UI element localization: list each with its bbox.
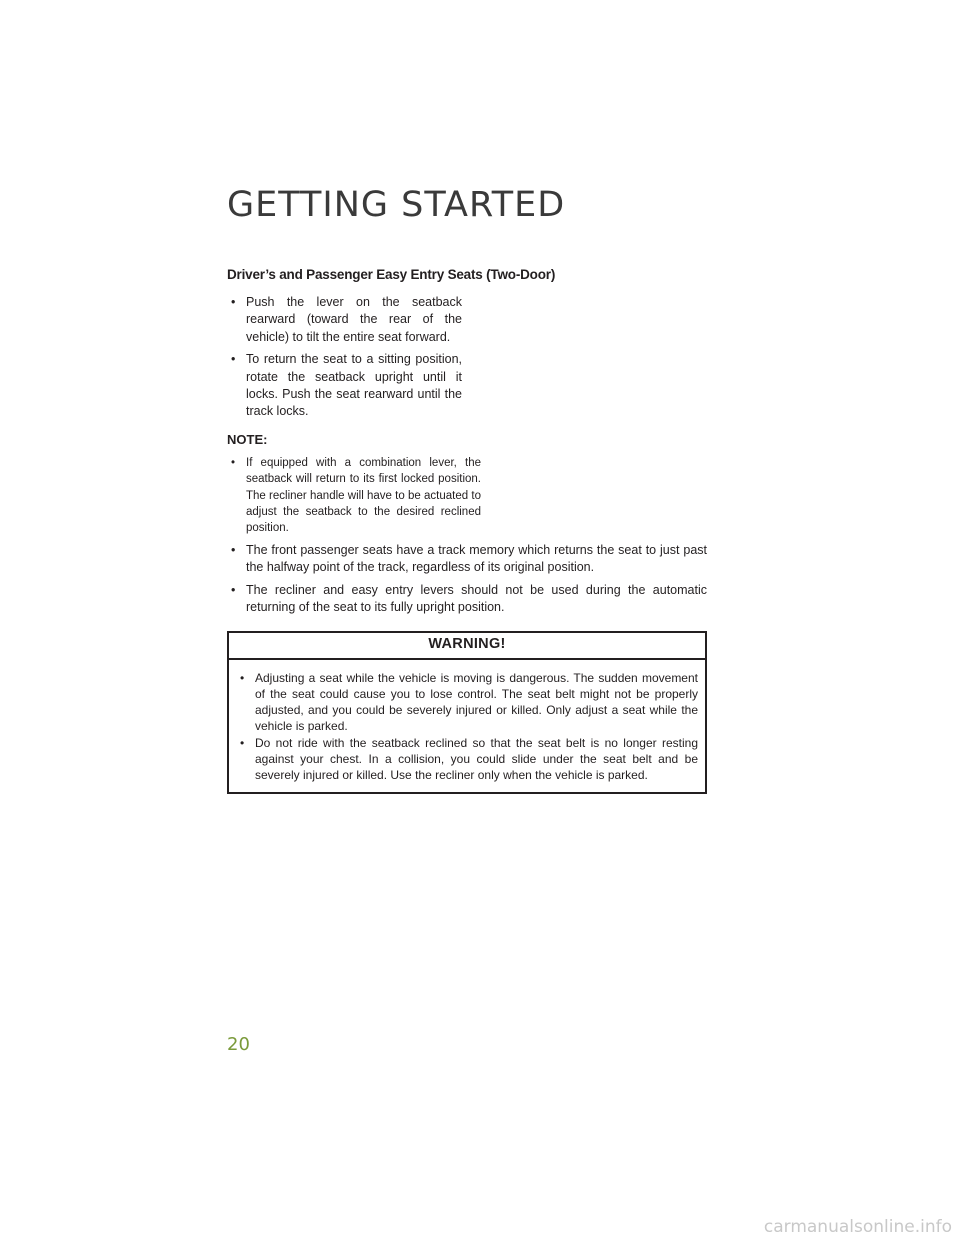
list-item-text: To return the seat to a sitting position, rotate the seatback upright until it locks. Push the seat rearward until the track locks. bbox=[246, 352, 462, 419]
list-item-text: Adjusting a seat while the vehicle is moving is dangerous. The sudden movement of the seat could cause you to lose control. The seat belt might not be properly adjusted, and you could be severely injured or killed. Only adjust a seat while the vehicle is parked. bbox=[255, 670, 698, 734]
warning-body bbox=[229, 660, 705, 792]
warning-box bbox=[227, 631, 707, 794]
list-item bbox=[236, 735, 698, 784]
list-item-text: Push the lever on the seatback rearward (toward the rear of the vehicle) to tilt the entire seat forward. bbox=[246, 295, 462, 344]
bullet-icon: • bbox=[231, 542, 236, 557]
bullet-icon: • bbox=[231, 582, 236, 597]
bullet-icon: • bbox=[231, 456, 236, 469]
list-item bbox=[227, 351, 462, 421]
list-item-text: If equipped with a combination lever, the seatback will return to its first locked position. The recliner handle will have to be actuated to adjust the seatback to the desired reclined position. bbox=[246, 456, 481, 535]
list-item bbox=[227, 542, 707, 577]
warning-title: WARNING! bbox=[229, 633, 705, 660]
note-continued-list bbox=[227, 542, 707, 617]
list-item-text: The front passenger seats have a track memory which returns the seat to just past the halfway point of the track, regardless of its original position. bbox=[246, 542, 707, 575]
warning-list bbox=[236, 670, 698, 784]
watermark: carmanualsonline.info bbox=[763, 1217, 952, 1237]
page-content bbox=[227, 266, 707, 794]
list-item bbox=[236, 670, 698, 735]
note-label: NOTE: bbox=[227, 431, 268, 447]
bullet-icon: • bbox=[240, 670, 245, 685]
easy-entry-list bbox=[227, 294, 462, 421]
list-item-text: Do not ride with the seatback reclined so that the seat belt is no longer resting against your chest. In a collision, you could slide under the seat belt and be severely injured or killed. Use the recliner only when the vehicle is parked. bbox=[255, 735, 698, 783]
note-list bbox=[227, 455, 707, 537]
list-item bbox=[227, 294, 462, 346]
list-item bbox=[227, 582, 707, 617]
page-number: 20 bbox=[227, 1034, 250, 1055]
bullet-icon: • bbox=[231, 295, 236, 309]
list-item-text: The recliner and easy entry levers should not be used during the automatic returning of the seat to its fully upright position. bbox=[246, 582, 707, 615]
bullet-icon: • bbox=[231, 352, 236, 367]
list-item bbox=[227, 455, 481, 537]
bullet-icon: • bbox=[240, 735, 245, 750]
section-title: GETTING STARTED bbox=[227, 185, 566, 225]
easy-entry-heading: Driver’s and Passenger Easy Entry Seats (Two-Door) bbox=[227, 267, 556, 282]
